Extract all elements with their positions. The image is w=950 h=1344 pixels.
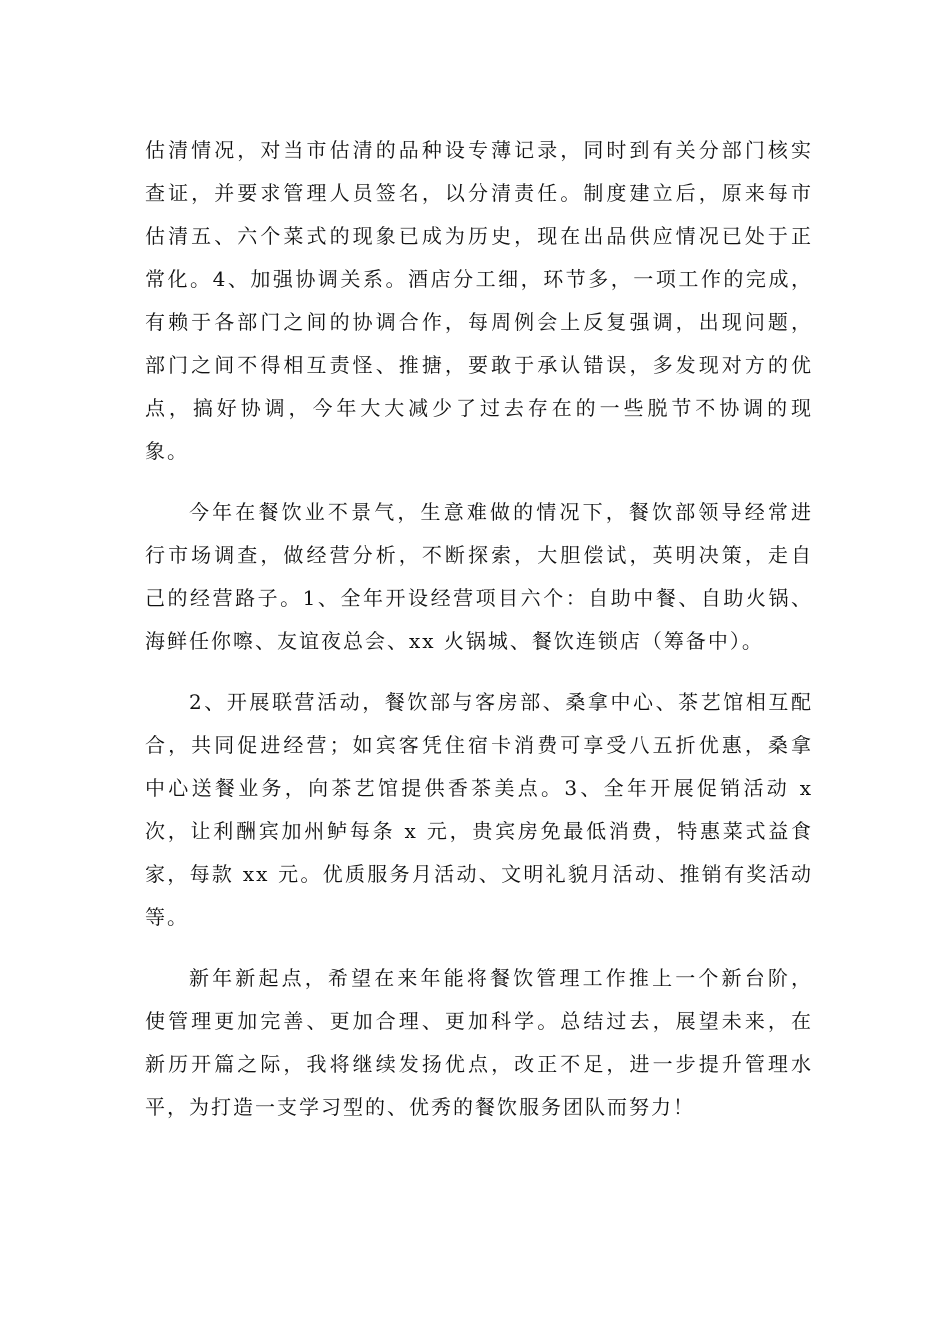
text-line: 常化。4、加强协调关系。酒店分工细，环节多，一项工作的完成，	[145, 267, 813, 291]
text-line: 家，每款 xx 元。优质服务月活动、文明礼貌月活动、推销有奖活动	[145, 862, 813, 886]
text-line: 查证，并要求管理人员签名，以分清责任。制度建立后，原来每市	[145, 181, 813, 205]
document-body	[145, 129, 813, 1129]
text-line: 合，共同促进经营；如宾客凭住宿卡消费可享受八五折优惠，桑拿	[145, 733, 813, 757]
text-line: 估清情况，对当市估清的品种设专薄记录，同时到有关分部门核实	[145, 138, 813, 162]
text-line: 估清五、六个菜式的现象已成为历史，现在出品供应情况已处于正	[145, 224, 813, 248]
text-line: 新历开篇之际，我将继续发扬优点，改正不足，进一步提升管理水	[145, 1052, 813, 1076]
paragraph-4	[145, 957, 813, 1129]
text-line: 海鲜任你嚓、友谊夜总会、xx 火锅城、餐饮连锁店（筹备中）。	[145, 629, 764, 653]
text-line: 使管理更加完善、更加合理、更加科学。总结过去，展望未来，在	[145, 1009, 813, 1033]
text-line: 平，为打造一支学习型的、优秀的餐饮服务团队而努力！	[145, 1095, 695, 1119]
text-line: 行市场调查，做经营分析，不断探索，大胆偿试，英明决策，走自	[145, 543, 813, 567]
text-line: 象。	[145, 439, 189, 463]
text-line: 点，搞好协调，今年大大减少了过去存在的一些脱节不协调的现	[145, 396, 813, 420]
paragraph-2	[145, 491, 813, 663]
paragraph-3	[145, 681, 813, 939]
text-line: 中心送餐业务，向茶艺馆提供香茶美点。3、全年开展促销活动 x	[145, 776, 813, 800]
text-line: 等。	[145, 905, 189, 929]
paragraph-1	[145, 129, 813, 473]
text-line: 有赖于各部门之间的协调合作，每周例会上反复强调，出现问题，	[145, 310, 813, 334]
text-line: 部门之间不得相互责怪、推搪，要敢于承认错误，多发现对方的优	[145, 353, 813, 377]
text-line: 新年新起点，希望在来年能将餐饮管理工作推上一个新台阶，	[189, 966, 813, 990]
text-line: 2、开展联营活动，餐饮部与客房部、桑拿中心、茶艺馆相互配	[189, 690, 813, 714]
text-line: 次，让利酬宾加州鲈每条 x 元，贵宾房免最低消费，特惠菜式益食	[145, 819, 813, 843]
text-line: 今年在餐饮业不景气，生意难做的情况下，餐饮部领导经常进	[189, 500, 813, 524]
text-line: 己的经营路子。1、全年开设经营项目六个：自助中餐、自助火锅、	[145, 586, 813, 610]
